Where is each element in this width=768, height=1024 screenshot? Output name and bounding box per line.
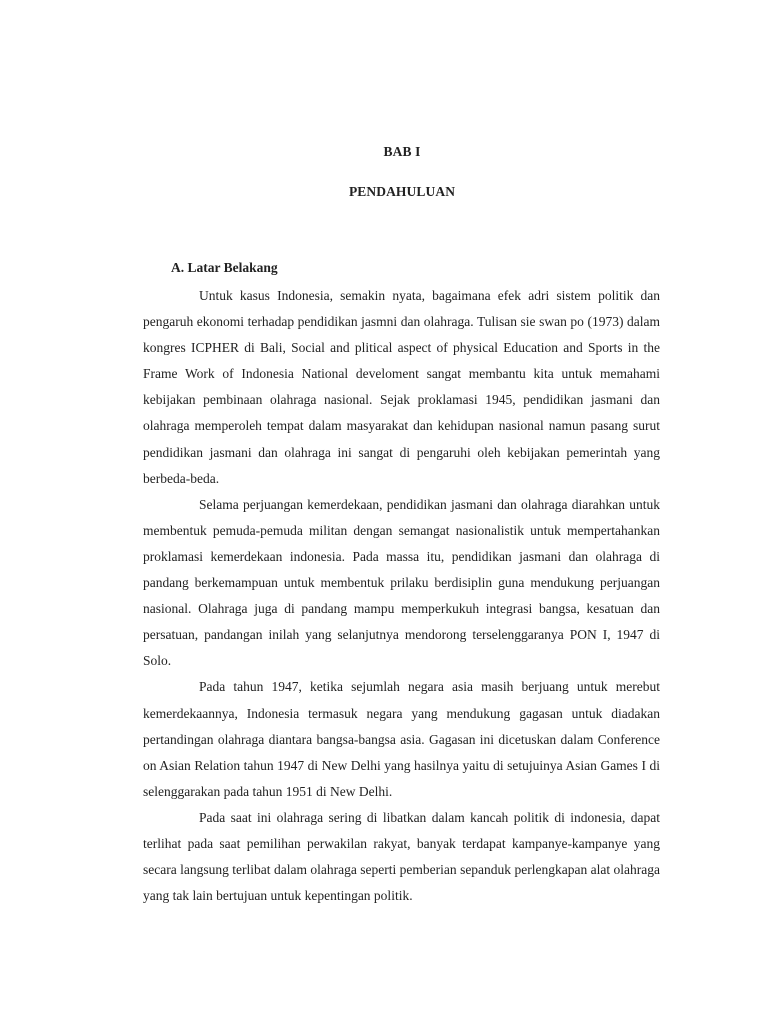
chapter-title: PENDAHULUAN <box>348 184 456 199</box>
chapter-number: BAB I <box>383 144 421 159</box>
paragraph: Selama perjuangan kemerdekaan, pendidikan jasmani dan olahraga diarahkan untuk membentuk pemuda-pemuda militan dengan semangat nasionalistik untuk mempertahankan proklamasi kemerdekaan indonesia. Pada massa itu, pendidikan jasmani dan olahraga di pandang berkemampuan untuk membentuk prilaku berdisiplin guna mendukung perjuangan nasional. Olahraga juga di pandang mampu memperkukuh integrasi bangsa, kesatuan dan persatuan, pandangan inilah yang selanjutnya mendorong terselenggaranya PON I, 1947 di Solo. <box>143 496 660 669</box>
section-heading: A. Latar Belakang <box>171 260 278 275</box>
body-text <box>143 283 660 909</box>
paragraph: Pada tahun 1947, ketika sejumlah negara asia masih berjuang untuk merebut kemerdekaannya, Indonesia termasuk negara yang mendukung gagasan untuk diadakan pertandingan olahraga diantara bangsa-bangsa asia. Gagasan ini dicetuskan dalam Conference on Asian Relation tahun 1947 di New Delhi yang hasilnya yaitu di setujuinya Asian Games I di selenggarakan pada tahun 1951 di New Delhi. <box>143 679 660 799</box>
paragraph: Pada saat ini olahraga sering di libatkan dalam kancah politik di indonesia, dapat terlihat pada saat pemilihan perwakilan rakyat, banyak terdapat kampanye-kampanye yang secara langsung terlibat dalam olahraga seperti pemberian sepanduk perlengkapan alat olahraga yang tak lain bertujuan untuk kepentingan politik. <box>143 809 660 904</box>
paragraph: Untuk kasus Indonesia, semakin nyata, bagaimana efek adri sistem politik dan pengaruh ekonomi terhadap pendidikan jasmni dan olahraga. Tulisan sie swan po (1973) dalam kongres ICPHER di Bali, Social and plitical aspect of physical Education and Sports in the Frame Work of Indonesia National develoment sangat membantu kita untuk memahami kebijakan pembinaan olahraga nasional. Sejak proklamasi 1945, pendidikan jasmani dan olahraga memperoleh tempat dalam masyarakat dan kehidupan nasional namun pasang surut pendidikan jasmani dan olahraga ini sangat di pengaruhi oleh kebijakan pemerintah yang berbeda-beda. <box>143 288 660 486</box>
